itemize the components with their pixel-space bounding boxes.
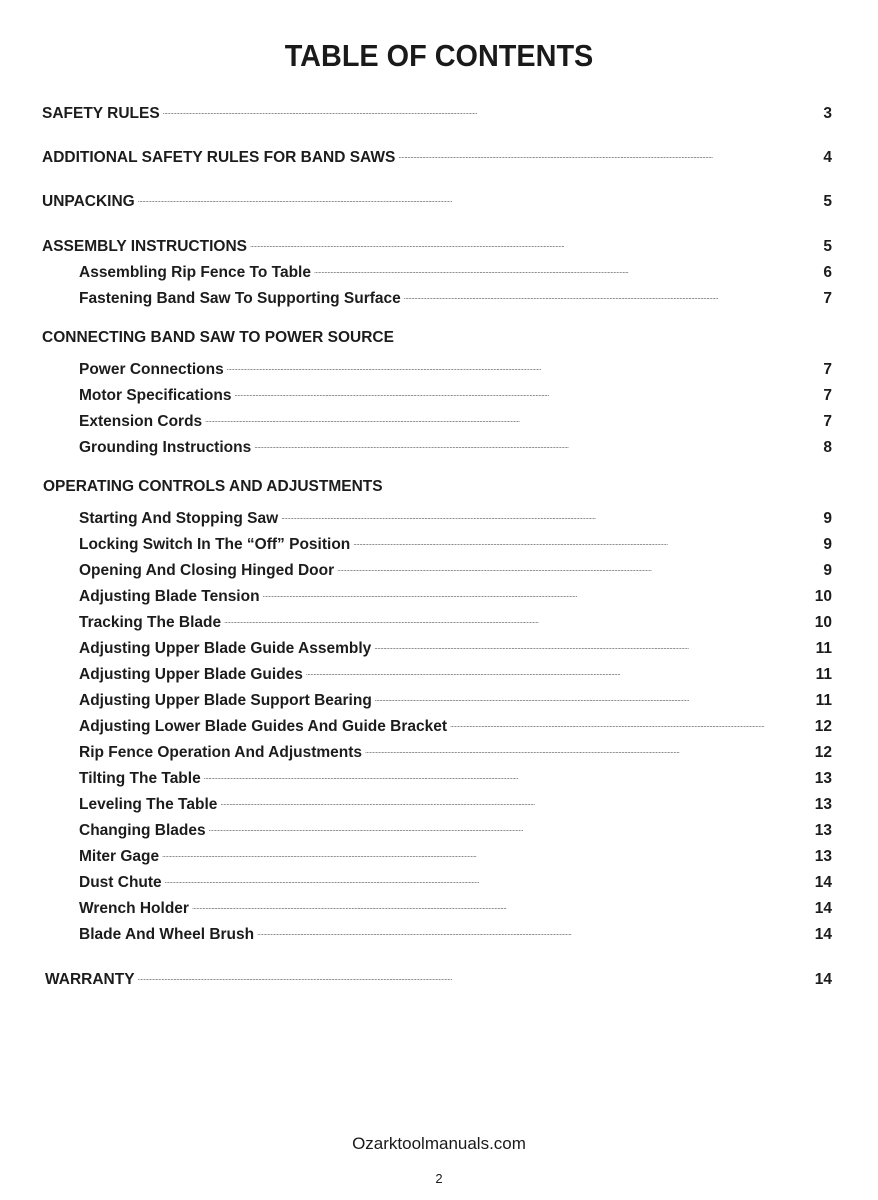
dot-leader [306,659,812,679]
dot-leader [138,186,820,206]
toc-entry-changing-blades[interactable] [79,815,832,839]
dot-leader [204,763,811,783]
dot-leader [314,257,819,277]
page-title: TABLE OF CONTENTS [284,38,594,73]
toc-page: 13 [814,796,832,813]
toc-page: 5 [823,193,832,210]
toc-label: Adjusting Upper Blade Support Bearing [79,692,372,709]
toc-entry-rip-fence-operation[interactable] [79,737,832,761]
toc-entry-tracking-blade[interactable] [79,607,832,631]
toc-page: 5 [823,238,832,255]
toc-label: Adjusting Lower Blade Guides And Guide Bracket [79,718,448,735]
dot-leader [263,581,811,601]
toc-entry-miter-gage[interactable] [79,841,832,865]
toc-page: 13 [814,848,832,865]
toc-label: ADDITIONAL SAFETY RULES FOR BAND SAWS [42,149,396,166]
toc-label: SAFETY RULES [42,105,160,122]
toc-page: 4 [823,149,832,166]
toc-entry-upper-guide-assembly[interactable] [79,633,832,657]
toc-page: 10 [814,588,832,605]
dot-leader [250,231,819,251]
toc-page: 14 [814,971,832,988]
toc-entry-leveling-table[interactable] [79,789,832,813]
toc-label: Miter Gage [79,848,160,865]
dot-leader [227,354,820,374]
toc-page: 14 [814,874,832,891]
toc-label: Wrench Holder [79,900,189,917]
dot-leader [205,406,819,426]
toc-page: 6 [823,264,832,281]
toc-heading-operating-controls[interactable]: OPERATING CONTROLS AND ADJUSTMENTS [43,478,383,495]
toc-entry-additional-safety-rules[interactable] [42,142,832,166]
toc-entry-lower-blade-guides[interactable] [79,711,832,735]
dot-leader [162,841,811,861]
toc-entry-hinged-door[interactable] [79,555,832,579]
toc-page: 12 [814,718,832,735]
toc-label: Rip Fence Operation And Adjustments [79,744,363,761]
toc-entry-fastening-band-saw[interactable] [79,283,832,307]
toc-label: Grounding Instructions [79,439,252,456]
dot-leader [257,919,811,939]
toc-page: 13 [814,770,832,787]
toc-label: Adjusting Blade Tension [79,588,260,605]
toc-entry-motor-specifications[interactable] [79,380,832,404]
toc-entry-unpacking[interactable] [42,186,832,210]
toc-entry-tilting-table[interactable] [79,763,832,787]
toc-entry-extension-cords[interactable] [79,406,832,430]
toc-page: 7 [823,290,832,307]
dot-leader [365,737,811,757]
toc-label: Assembling Rip Fence To Table [79,264,311,281]
dot-leader [398,142,819,162]
toc-entry-locking-switch[interactable] [79,529,832,553]
toc-entry-starting-stopping[interactable] [79,503,832,527]
toc-entry-blade-tension[interactable] [79,581,832,605]
toc-label: Tracking The Blade [79,614,222,631]
toc-label: Fastening Band Saw To Supporting Surface [79,290,401,307]
toc-page: 9 [823,510,832,527]
dot-leader [138,964,811,984]
footer-website: Ozarktoolmanuals.com [352,1134,526,1153]
toc-label: Tilting The Table [79,770,201,787]
toc-page: 10 [814,614,832,631]
toc-entry-grounding-instructions[interactable] [79,432,832,456]
toc-page: 7 [823,361,832,378]
dot-leader [337,555,819,575]
toc-page: 11 [815,640,832,657]
toc-label: Blade And Wheel Brush [79,926,255,943]
toc-page: 3 [823,105,832,122]
toc-entry-upper-blade-guides[interactable] [79,659,832,683]
toc-label: Locking Switch In The “Off” Position [79,536,351,553]
toc-label: WARRANTY [45,971,135,988]
dot-leader [220,789,810,809]
toc-page: 14 [814,926,832,943]
toc-label: UNPACKING [42,193,135,210]
toc-page: 14 [814,900,832,917]
toc-page: 7 [823,387,832,404]
toc-label: Motor Specifications [79,387,232,404]
toc-label: Leveling The Table [79,796,218,813]
dot-leader [234,380,819,400]
toc-entry-wrench-holder[interactable] [79,893,832,917]
toc-label: Power Connections [79,361,224,378]
toc-label: Starting And Stopping Saw [79,510,279,527]
toc-page: 7 [823,413,832,430]
dot-leader [192,893,811,913]
toc-page: 12 [814,744,832,761]
toc-heading-connecting-power[interactable]: CONNECTING BAND SAW TO POWER SOURCE [42,329,394,346]
toc-entry-warranty[interactable] [45,964,832,988]
page-number: 2 [435,1171,443,1186]
toc-page: 13 [814,822,832,839]
toc-entry-blade-wheel-brush[interactable] [79,919,832,943]
toc-entry-assembly-instructions[interactable] [42,231,832,255]
toc-label: ASSEMBLY INSTRUCTIONS [42,238,247,255]
toc-label: Adjusting Upper Blade Guides [79,666,303,683]
dot-leader [163,98,820,118]
dot-leader [374,633,811,653]
toc-label: Dust Chute [79,874,162,891]
toc-entry-assembling-rip-fence[interactable] [79,257,832,281]
dot-leader [165,867,811,887]
dot-leader [254,432,819,452]
dot-leader [375,685,812,705]
toc-page: 9 [823,536,832,553]
toc-label: Extension Cords [79,413,203,430]
toc-entry-power-connections[interactable] [79,354,832,378]
toc-entry-dust-chute[interactable] [79,867,832,891]
dot-leader [353,529,819,549]
toc-entry-upper-support-bearing[interactable] [79,685,832,709]
toc-page: 8 [823,439,832,456]
toc-label: Adjusting Upper Blade Guide Assembly [79,640,372,657]
dot-leader [281,503,819,523]
toc-entry-safety-rules[interactable] [42,98,832,122]
dot-leader [404,283,820,303]
toc-page: 11 [815,666,832,683]
toc-page: 11 [815,692,832,709]
dot-leader [209,815,811,835]
dot-leader [224,607,811,627]
toc-page: 9 [823,562,832,579]
toc-label: Opening And Closing Hinged Door [79,562,335,579]
dot-leader [450,711,811,731]
toc-label: Changing Blades [79,822,206,839]
